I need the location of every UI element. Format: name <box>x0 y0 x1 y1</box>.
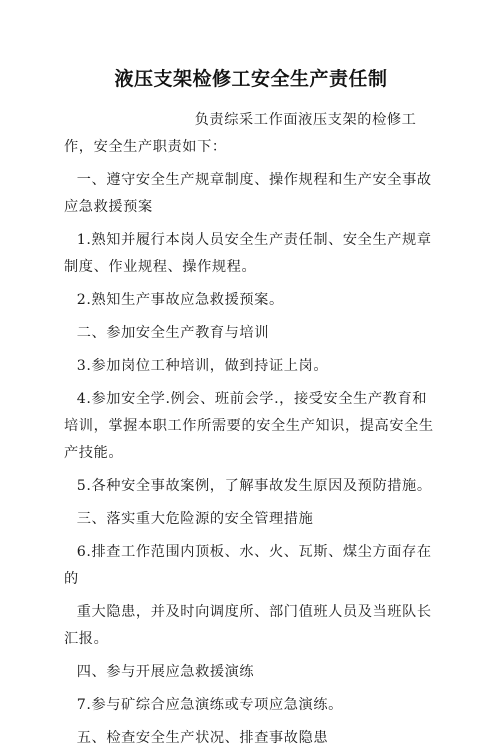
section-heading-1: 一、遵守安全生产规章制度、操作规程和生产安全事故应急救援预案 <box>64 172 432 215</box>
list-item-6: 6.排查工作范围内顶板、水、火、瓦斯、煤尘方面存在的 <box>64 544 432 587</box>
document-body <box>64 107 438 752</box>
list-item-7: 7.参与矿综合应急演练或专项应急演练。 <box>76 697 343 713</box>
list-item-6-continued: 重大隐患，并及时向调度所、部门值班人员及当班队长汇报。 <box>64 604 432 647</box>
list-item-5: 5.各种安全事故案例，了解事故发生原因及预防措施。 <box>76 478 432 494</box>
list-item-1: 1.熟知并履行本岗人员安全生产责任制、安全生产规章制度、作业规程、操作规程。 <box>64 232 432 275</box>
list-item-3: 3.参加岗位工种培训，做到持证上岗。 <box>76 358 329 374</box>
list-item-4: 4.参加安全学.例会、班前会学.，接受安全生产教育和培训，掌握本职工作所需要的安全生产知识，提高安全生产技能。 <box>64 391 434 461</box>
section-heading-4: 四、参与开展应急救援演练 <box>76 664 255 680</box>
document-title: 液压支架检修工安全生产责任制 <box>114 68 388 90</box>
section-heading-2: 二、参加安全生产教育与培训 <box>76 325 270 341</box>
intro-paragraph: 负责综采工作面液压支架的检修工作，安全生产职责如下： <box>64 112 417 155</box>
list-item-2: 2.熟知生产事故应急救援预案。 <box>76 292 284 308</box>
section-heading-5: 五、检查安全生产状况、排查事故隐患 <box>76 730 329 746</box>
section-heading-3: 三、落实重大危险源的安全管理措施 <box>76 511 314 527</box>
